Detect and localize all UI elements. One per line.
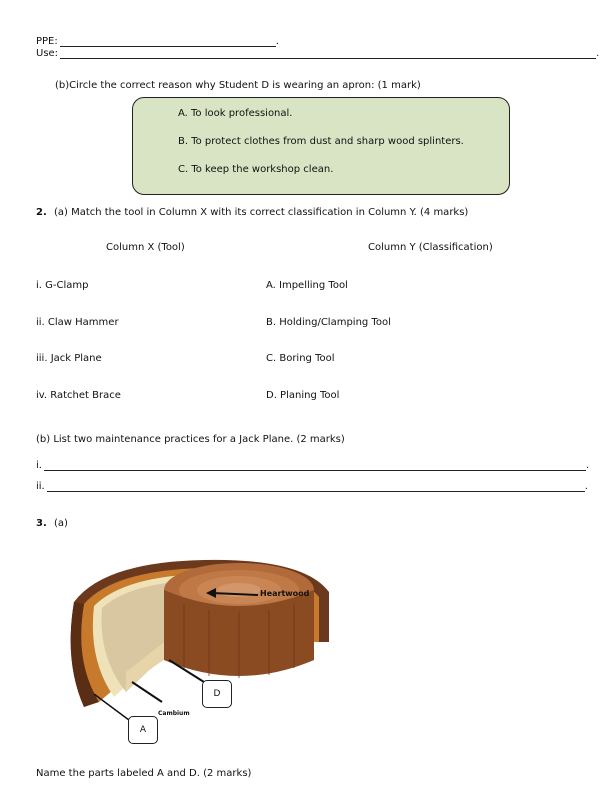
q3-part: (a) — [53, 518, 68, 529]
options-box — [132, 97, 510, 195]
q2-number: 2. — [36, 207, 47, 218]
q3-number: 3. — [36, 518, 47, 529]
answer-line-2-label: ii. — [36, 481, 45, 492]
column-y-header: Column Y (Classification) — [368, 242, 493, 253]
heartwood-label: Heartwood — [260, 589, 310, 598]
option-c[interactable]: C. To keep the workshop clean. — [178, 164, 334, 175]
row-2-y: B. Holding/Clamping Tool — [266, 317, 391, 328]
row-1-x: i. G-Clamp — [36, 280, 89, 291]
answer-line-2-blank[interactable] — [47, 482, 585, 492]
use-line[interactable] — [36, 48, 599, 59]
ppe-line[interactable] — [36, 36, 279, 47]
q2-prompt-b: (b) List two maintenance practices for a Jack Plane. (2 marks) — [36, 434, 345, 445]
label-box-d: D — [202, 680, 232, 708]
ppe-blank[interactable] — [60, 37, 276, 47]
answer-line-1[interactable] — [36, 460, 589, 471]
answer-line-2[interactable] — [36, 481, 588, 492]
column-x-header: Column X (Tool) — [106, 242, 185, 253]
option-b[interactable]: B. To protect clothes from dust and sharp wood splinters. — [178, 136, 464, 147]
use-blank[interactable] — [60, 49, 596, 59]
row-3-x: iii. Jack Plane — [36, 353, 102, 364]
answer-line-1-end: . — [585, 460, 590, 471]
use-end: . — [596, 48, 600, 59]
row-2-x: ii. Claw Hammer — [36, 317, 119, 328]
option-a[interactable]: A. To look professional. — [178, 108, 293, 119]
answer-line-1-blank[interactable] — [44, 461, 586, 471]
q3-heading — [36, 518, 68, 529]
answer-line-2-end: . — [584, 481, 588, 492]
row-1-y: A. Impelling Tool — [266, 280, 348, 291]
q2-prompt-a: (a) Match the tool in Column X with its correct classification in Column Y. (4 marks) — [53, 207, 469, 218]
label-box-a-visible: A — [128, 716, 158, 744]
tree-trunk-diagram — [44, 542, 364, 722]
row-4-x: iv. Ratchet Brace — [36, 390, 121, 401]
q3-question: Name the parts labeled A and D. (2 marks) — [36, 768, 252, 779]
row-4-y: D. Planing Tool — [266, 390, 340, 401]
cambium-label: Cambium — [158, 710, 190, 717]
use-label: Use: — [36, 48, 59, 59]
answer-line-1-label: i. — [36, 460, 42, 471]
ppe-label: PPE: — [36, 36, 58, 47]
row-3-y: C. Boring Tool — [266, 353, 335, 364]
ppe-end: . — [275, 36, 279, 47]
q2-heading — [36, 207, 468, 218]
q1b-prompt: (b)Circle the correct reason why Student D is wearing an apron: (1 mark) — [55, 80, 421, 91]
